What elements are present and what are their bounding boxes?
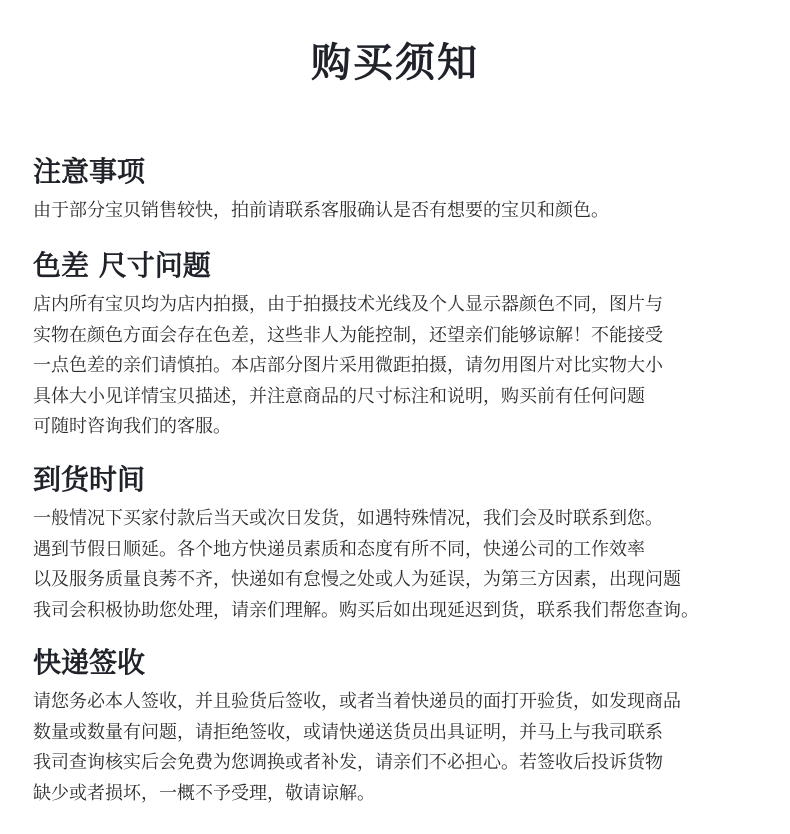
paragraph-line: 具体大小见详情宝贝描述，并注意商品的尺寸标注和说明，购买前有任何问题 — [33, 385, 645, 407]
section-title: 注意事项 — [33, 155, 146, 188]
paragraph-line: 我司会积极协助您处理，请亲们理解。购买后如出现延迟到货，联系我们帮您查询。 — [33, 599, 699, 621]
paragraph-line: 可随时咨询我们的客服。 — [33, 416, 231, 437]
paragraph-line: 实物在颜色方面会存在色差，这些非人为能控制，还望亲们能够谅解！不能接受 — [33, 324, 663, 346]
paragraph-line: 店内所有宝贝均为店内拍摄，由于拍摄技术光线及个人显示器颜色不同，图片与 — [33, 294, 663, 315]
section-paragraph — [33, 290, 773, 443]
section-signing — [33, 645, 773, 809]
page-title-text: 购买须知 — [311, 40, 479, 86]
section-title: 快递签收 — [33, 646, 146, 679]
title-area — [0, 38, 790, 88]
section-paragraph — [33, 687, 773, 809]
paragraph-line: 由于部分宝贝销售较快，拍前请联系客服确认是否有想要的宝贝和颜色。 — [33, 200, 609, 221]
section-notice — [33, 154, 773, 227]
paragraph-line: 缺少或者损坏，一概不予受理，敬请谅解。 — [33, 782, 375, 804]
section-paragraph — [33, 196, 773, 227]
paragraph-line: 我司查询核实后会免费为您调换或者补发，请亲们不必担心。若签收后投诉货物 — [33, 752, 663, 773]
section-title: 色差 尺寸问题 — [33, 249, 211, 282]
section-delivery-time — [33, 462, 773, 626]
paragraph-line: 请您务必本人签收，并且验货后签收，或者当着快递员的面打开验货，如发现商品 — [33, 691, 681, 712]
page-title — [305, 38, 485, 88]
section-title: 到货时间 — [33, 463, 146, 496]
paragraph-line: 一点色差的亲们请慎拍。本店部分图片采用微距拍摄，请勿用图片对比实物大小 — [33, 355, 663, 376]
paragraph-line: 遇到节假日顺延。各个地方快递员素质和态度有所不同，快递公司的工作效率 — [33, 538, 645, 560]
paragraph-line: 以及服务质量良莠不齐，快递如有怠慢之处或人为延误，为第三方因素，出现问题 — [33, 569, 681, 590]
section-paragraph — [33, 504, 773, 626]
paragraph-line: 数量或数量有问题，请拒绝签收，或请快递送货员出具证明，并马上与我司联系 — [33, 721, 663, 743]
section-color-size — [33, 248, 773, 443]
paragraph-line: 一般情况下买家付款后当天或次日发货，如遇特殊情况，我们会及时联系到您。 — [33, 508, 663, 529]
